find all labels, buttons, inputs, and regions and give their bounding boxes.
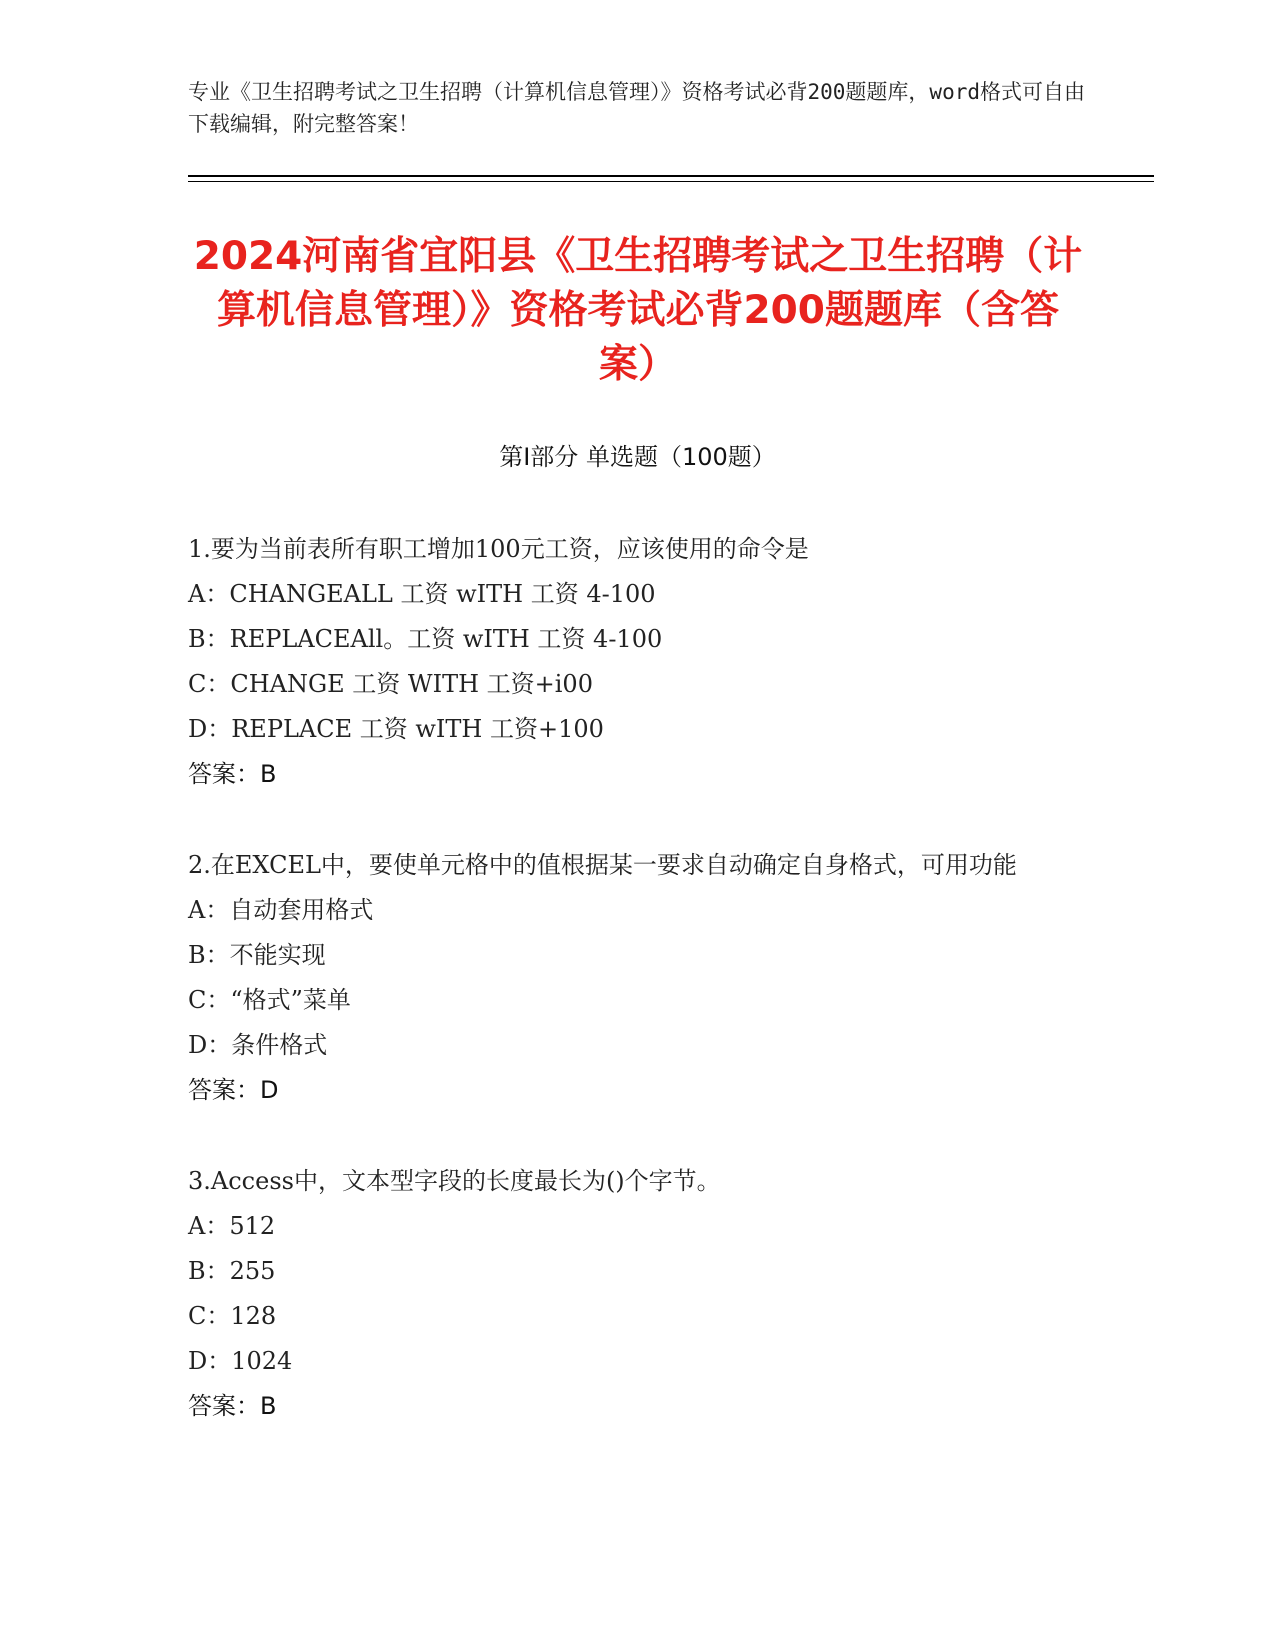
question-stem: 2.在EXCEL中，要使单元格中的值根据某一要求自动确定自身格式，可用功能 [188,851,1017,879]
answer-line [188,1068,1088,1113]
answer-line [188,1384,1088,1429]
question-1 [188,527,1088,797]
option-c: C：128 [188,1302,277,1330]
answer-label: 答案： [188,1076,260,1104]
section-title: 第Ⅰ部分 单选题（100题） [499,443,776,471]
answer-label: 答案： [188,1392,260,1420]
answer-line [188,752,1088,797]
answer-value: D [260,1076,279,1104]
option-b: B：不能实现 [188,941,326,969]
option-a: A：512 [188,1212,276,1240]
option-d: D：1024 [188,1347,293,1375]
option-b: B：REPLACEAll。工资 wITH 工资 4-100 [188,625,663,653]
option-c: C：“格式”菜单 [188,986,351,1014]
option-b: B：255 [188,1257,276,1285]
question-stem: 3.Access中，文本型字段的长度最长为()个字节。 [188,1167,721,1195]
answer-value: B [260,1392,277,1420]
answer-value: B [260,760,277,788]
option-d: D：REPLACE 工资 wITH 工资+100 [188,715,604,743]
header-rule-thin [188,181,1154,182]
option-c: C：CHANGE 工资 WITH 工资+i00 [188,670,593,698]
answer-label: 答案： [188,760,260,788]
document-title: 2024河南省宜阳县《卫生招聘考试之卫生招聘（计算机信息管理）》资格考试必背200题题库（含答案） [193,234,1083,387]
question-3 [188,1159,1088,1429]
question-2 [188,843,1088,1113]
question-stem: 1.要为当前表所有职工增加100元工资，应该使用的命令是 [188,535,809,563]
header-note: 专业《卫生招聘考试之卫生招聘（计算机信息管理）》资格考试必背200题题库，word格式可自由下载编辑，附完整答案！ [188,80,1085,136]
option-d: D：条件格式 [188,1031,328,1059]
question-list [188,527,1088,1475]
option-a: A：自动套用格式 [188,896,374,924]
header-rule-thick [188,175,1154,177]
option-a: A：CHANGEALL 工资 wITH 工资 4-100 [188,580,656,608]
